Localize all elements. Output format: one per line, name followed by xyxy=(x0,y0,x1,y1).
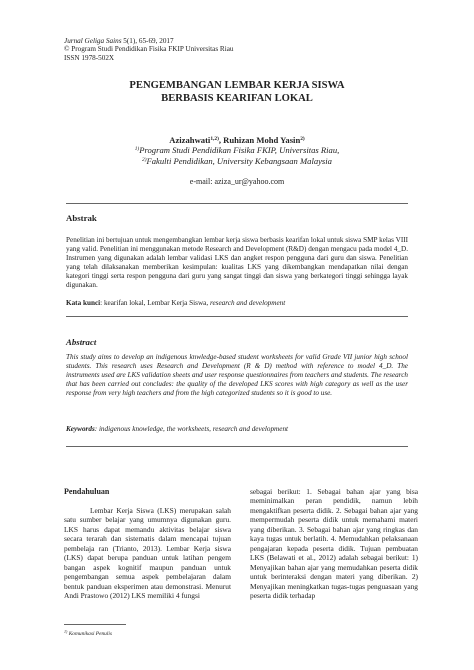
keywords-label: Keywords xyxy=(66,425,95,433)
pendahuluan-heading: Pendahuluan xyxy=(64,487,110,496)
abstract-body: This study aims to develop an indigenous knwledge-based student worksheets for valid Grade VII junior high school students. This research uses Research and Development (R & D) method with reference to model 4_D. The instruments used are LKS validation sheets and user response questionnaires from teachers and students. The research that has been carried out concludes: the quality of the developed LKS scores with high category as well as the user response from very high teachers and from the high categorized students so it is good to use. xyxy=(66,353,408,397)
author-separator: , xyxy=(218,135,224,145)
affiliation-1-mark: 1) xyxy=(134,146,140,153)
author-2-affiliation-mark: 2) xyxy=(300,136,305,142)
author-1-affiliation-mark: 1,2) xyxy=(210,136,219,142)
footnote-divider xyxy=(64,624,126,625)
footnote-mark: 1) xyxy=(64,629,68,634)
abstract-heading: Abstract xyxy=(66,337,97,347)
author-block xyxy=(40,135,434,166)
affiliation-1 xyxy=(40,145,434,155)
affiliation-2-text: Fakulti Pendidikan, University Kebangsaan Malaysia xyxy=(146,155,332,166)
kata-kunci xyxy=(66,299,408,308)
keywords xyxy=(66,425,408,434)
paper-title-line-1: PENGEMBANGAN LEMBAR KERJA SISWA xyxy=(129,80,345,91)
journal-volume: 5(1), 65-69, 2017 xyxy=(121,37,174,45)
kata-kunci-italic: research and development xyxy=(208,299,286,307)
kata-kunci-text: : kearifan lokal, Lembar Kerja Siswa, xyxy=(100,299,209,307)
affiliation-2 xyxy=(40,156,434,166)
kata-kunci-label: Kata kunci xyxy=(66,299,101,307)
affiliation-2-mark: 2) xyxy=(142,156,147,163)
journal-name: Jurnal Geliga Sains xyxy=(64,37,122,45)
divider-middle xyxy=(66,316,408,317)
abstrak-heading: Abstrak xyxy=(66,213,97,223)
paper-title-line-2: BERBASIS KEARIFAN LOKAL xyxy=(161,92,313,104)
footnote-text: Komunikasi Penulis xyxy=(67,631,112,637)
journal-header xyxy=(64,37,234,62)
divider-bottom xyxy=(66,446,408,447)
keywords-text: : indigenous knowledge, the worksheets, research and development xyxy=(94,425,289,433)
journal-copyright: © Program Studi Pendidikan Fisika FKIP Universitas Riau xyxy=(64,45,234,54)
abstrak-body: Penelitian ini bertujuan untuk mengembangkan lembar kerja siswa berbasis kearifan lokal untuk siswa SMP kelas VIII yang valid. Penelitian ini menggunakan metode Research and Development (R&D) dengan mengacu pada model 4_D. Instrumen yang digunakan adalah lembar validasi LKS dan angket respon pengguna dari guru dan siswa. Penelitian yang telah dilaksanakan memberikan kesimpulan: kualitas LKS yang dikembangkan mendapatkan nilai dengan kategori tinggi serta respon pengguna dari guru yang sangat tinggi dan siswa yang berkategori tinggi sehingga layak digunakan. xyxy=(66,236,408,289)
divider-top xyxy=(66,203,408,204)
author-names xyxy=(40,135,434,145)
body-left-column: Lembar Kerja Siswa (LKS) merupakan salah satu sumber belajar yang umumnya digunakan guru. LKS harus dapat memandu aktivitas belajar siswa secara terarah dan sistematis dalam mencapai tujuan pembelaja ran (Trianto, 2013). Lembar Kerja siswa (LKS) dapat berupa panduan untuk latihan pengem bangan aspek kognitif maupun panduan untuk pengembangan semua aspek pembelajaran dalam bentuk panduan eksperimen atau demonstrasi. Menurut Andi Prastowo (2012) LKS memiliki 4 fungsi xyxy=(64,506,231,601)
affiliation-1-text: Program Studi Pendidikan Fisika FKIP, Universitas Riau, xyxy=(139,145,340,156)
body-right-column: sebagai berikut: 1. Sebagai bahan ajar yang bisa meminimalkan peran pendidik, namun lebih mengaktifkan peserta didik. 2. Sebagai bahan ajar yang mempermudah peserta didik untuk memahami materi yang diberikan. 3. Sebagai bahan ajar yang ringkas dan kaya tugas untuk berlatih. 4. Memudahkan pelaksanaan pengajaran kepada peserta didik. Tujuan pembuatan LKS (Belawati et al., 2012) adalah sebagai berikut: 1) Menyajikan bahan ajar yang memudahkan peserta didik untuk berinteraksi dengan materi yang diberikan. 2) Menyajikan meningkatkan tugas-tugas penguasaan yang peserta didik terhadap xyxy=(250,487,418,600)
author-1: Azizahwati xyxy=(169,135,211,145)
paper-title xyxy=(40,80,434,105)
journal-citation xyxy=(64,37,234,45)
author-email: e-mail: aziza_ur@yahoo.com xyxy=(189,177,285,186)
author-2: Ruhizan Mohd Yasin xyxy=(223,135,301,145)
footnote xyxy=(64,629,112,637)
journal-issn: ISSN 1978-502X xyxy=(64,53,115,62)
